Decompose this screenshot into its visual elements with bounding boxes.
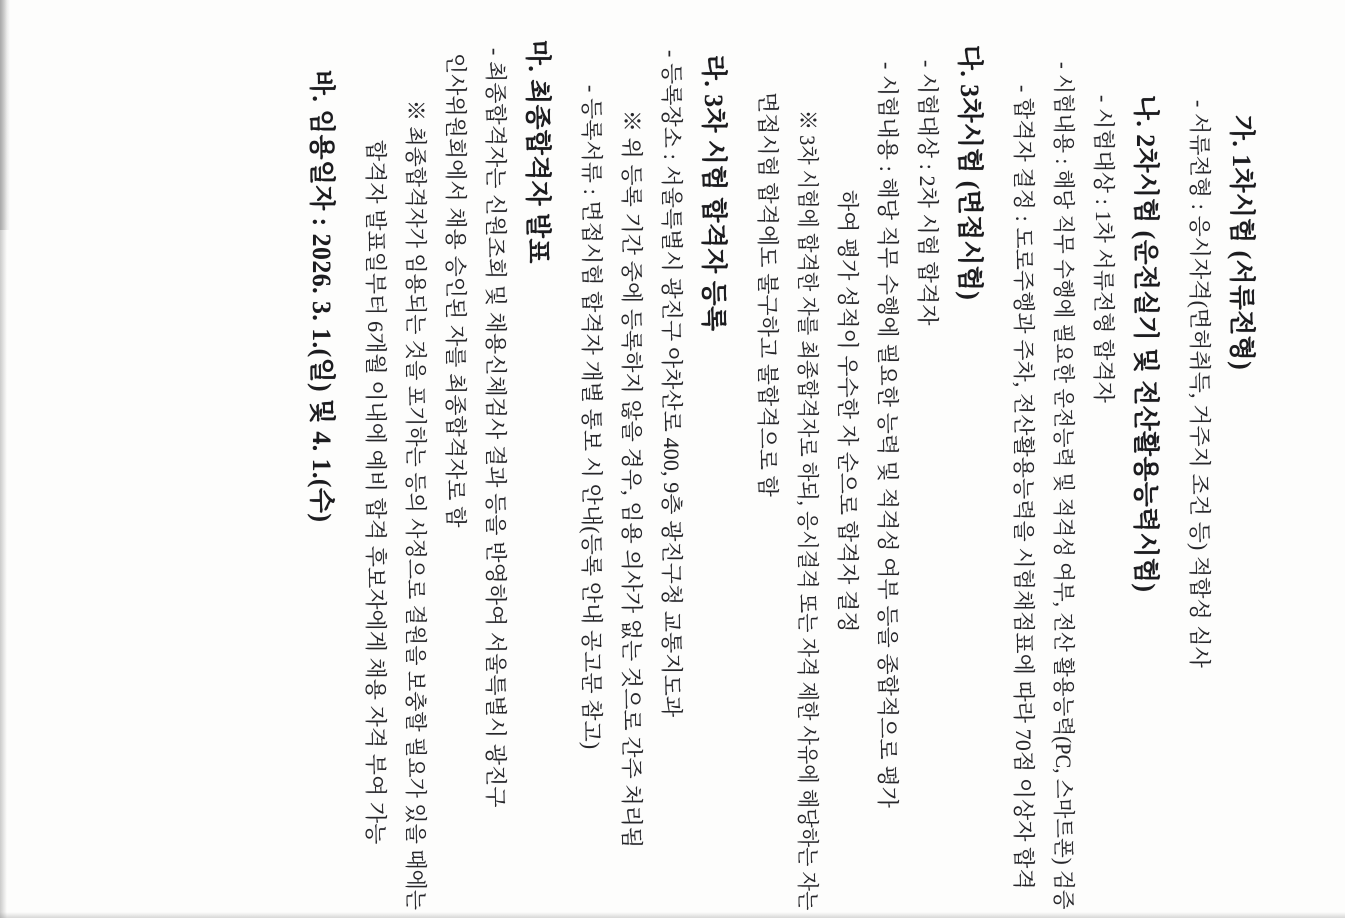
document-line: - 최종합격자는 신원조회 및 채용신체검사 결과 등을 반영하여 서울특별시 광진구 [483, 48, 508, 808]
document-line: - 서류전형 : 응시자격(면허취득, 거주지 조건 등) 적합성 심사 [1187, 100, 1212, 668]
section-heading [947, 0, 991, 918]
document-line: 다. 3차시험 (면접시험) [955, 45, 984, 301]
list-item-paragraph [1179, 0, 1219, 918]
document-line: - 등록장소 : 서울특별시 광진구 아차산로 400, 9층 광진구청 교통지도과 [659, 50, 684, 718]
document-line: - 합격자 결정 : 도로주행과 주차, 전산활용능력을 시험채점표에 따라 70점 이상자 합격 [1011, 85, 1036, 890]
list-item-paragraph [435, 0, 515, 918]
document-line: - 등록서류 : 면접시험 합격자 개별 통보 시 안내(등록 안내 공고문 참고) [579, 85, 604, 750]
list-item-paragraph [1043, 0, 1083, 918]
document-line: - 시험내용 : 해당 직무 수행에 필요한 운전능력 및 적격성 여부, 전산 활용능력(PC, 스마트폰) 검증 [1051, 62, 1076, 910]
document-content [299, 0, 1345, 918]
list-item-paragraph [1083, 0, 1123, 918]
note-paragraph [355, 0, 435, 918]
document-line: 면접시험 합격에도 불구하고 불합격으로 함 [755, 92, 780, 497]
document-line: ※ 3차 시험에 합격한 자를 최종합격자로 하되, 응시결격 또는 자격 제한 사유에 해당하는 자는 [795, 110, 820, 911]
document-line: 가. 1차시험 (서류전형) [1227, 115, 1256, 371]
section-heading [299, 0, 343, 918]
document-line: - 시험대상 : 1차 서류전형 합격자 [1091, 95, 1116, 403]
document-line: 인사위원회에서 채용 승인된 자를 최종합격자로 함 [443, 53, 468, 528]
section-heading [691, 0, 735, 918]
note-paragraph [611, 0, 651, 918]
document-line: - 시험대상 : 2차 시험 합격자 [915, 60, 940, 326]
document-line: ※ 최종합격자가 임용되는 것을 포기하는 등의 사정으로 결원을 보충할 필요가 있을 때에는 [403, 100, 428, 911]
document-line: 하여 평가 성적이 우수한 자 순으로 합격자 결정 [835, 190, 860, 633]
section-heading [1219, 0, 1263, 918]
list-item-paragraph [827, 0, 907, 918]
list-item-paragraph [1003, 0, 1043, 918]
list-item-paragraph [907, 0, 947, 918]
document-line: - 시험내용 : 해당 직무 수행에 필요한 능력 및 적격성 여부 등을 종합적으로 평가 [875, 62, 900, 808]
document-line: 바. 임용일자 : 2026. 3. 1.(일) 및 4. 1.(수) [307, 70, 336, 523]
document-line: ※ 위 등록 기간 중에 등록하지 않을 경우, 임용 의사가 없는 것으로 간주 처리됨 [619, 110, 644, 849]
section-heading [515, 0, 559, 918]
section-heading [1123, 0, 1167, 918]
note-paragraph [747, 0, 827, 918]
document-line: 마. 최종합격자 발표 [523, 40, 552, 264]
document-line: 합격자 발표일부터 6개월 이내에 예비 합격 후보자에게 채용 자격 부여 가능 [363, 140, 388, 845]
document-line: 라. 3차 시험 합격자 등록 [699, 55, 728, 332]
list-item-paragraph [571, 0, 611, 918]
list-item-paragraph [651, 0, 691, 918]
document-line: 나. 2차시험 (운전실기 및 전산활용능력시험) [1131, 95, 1160, 593]
